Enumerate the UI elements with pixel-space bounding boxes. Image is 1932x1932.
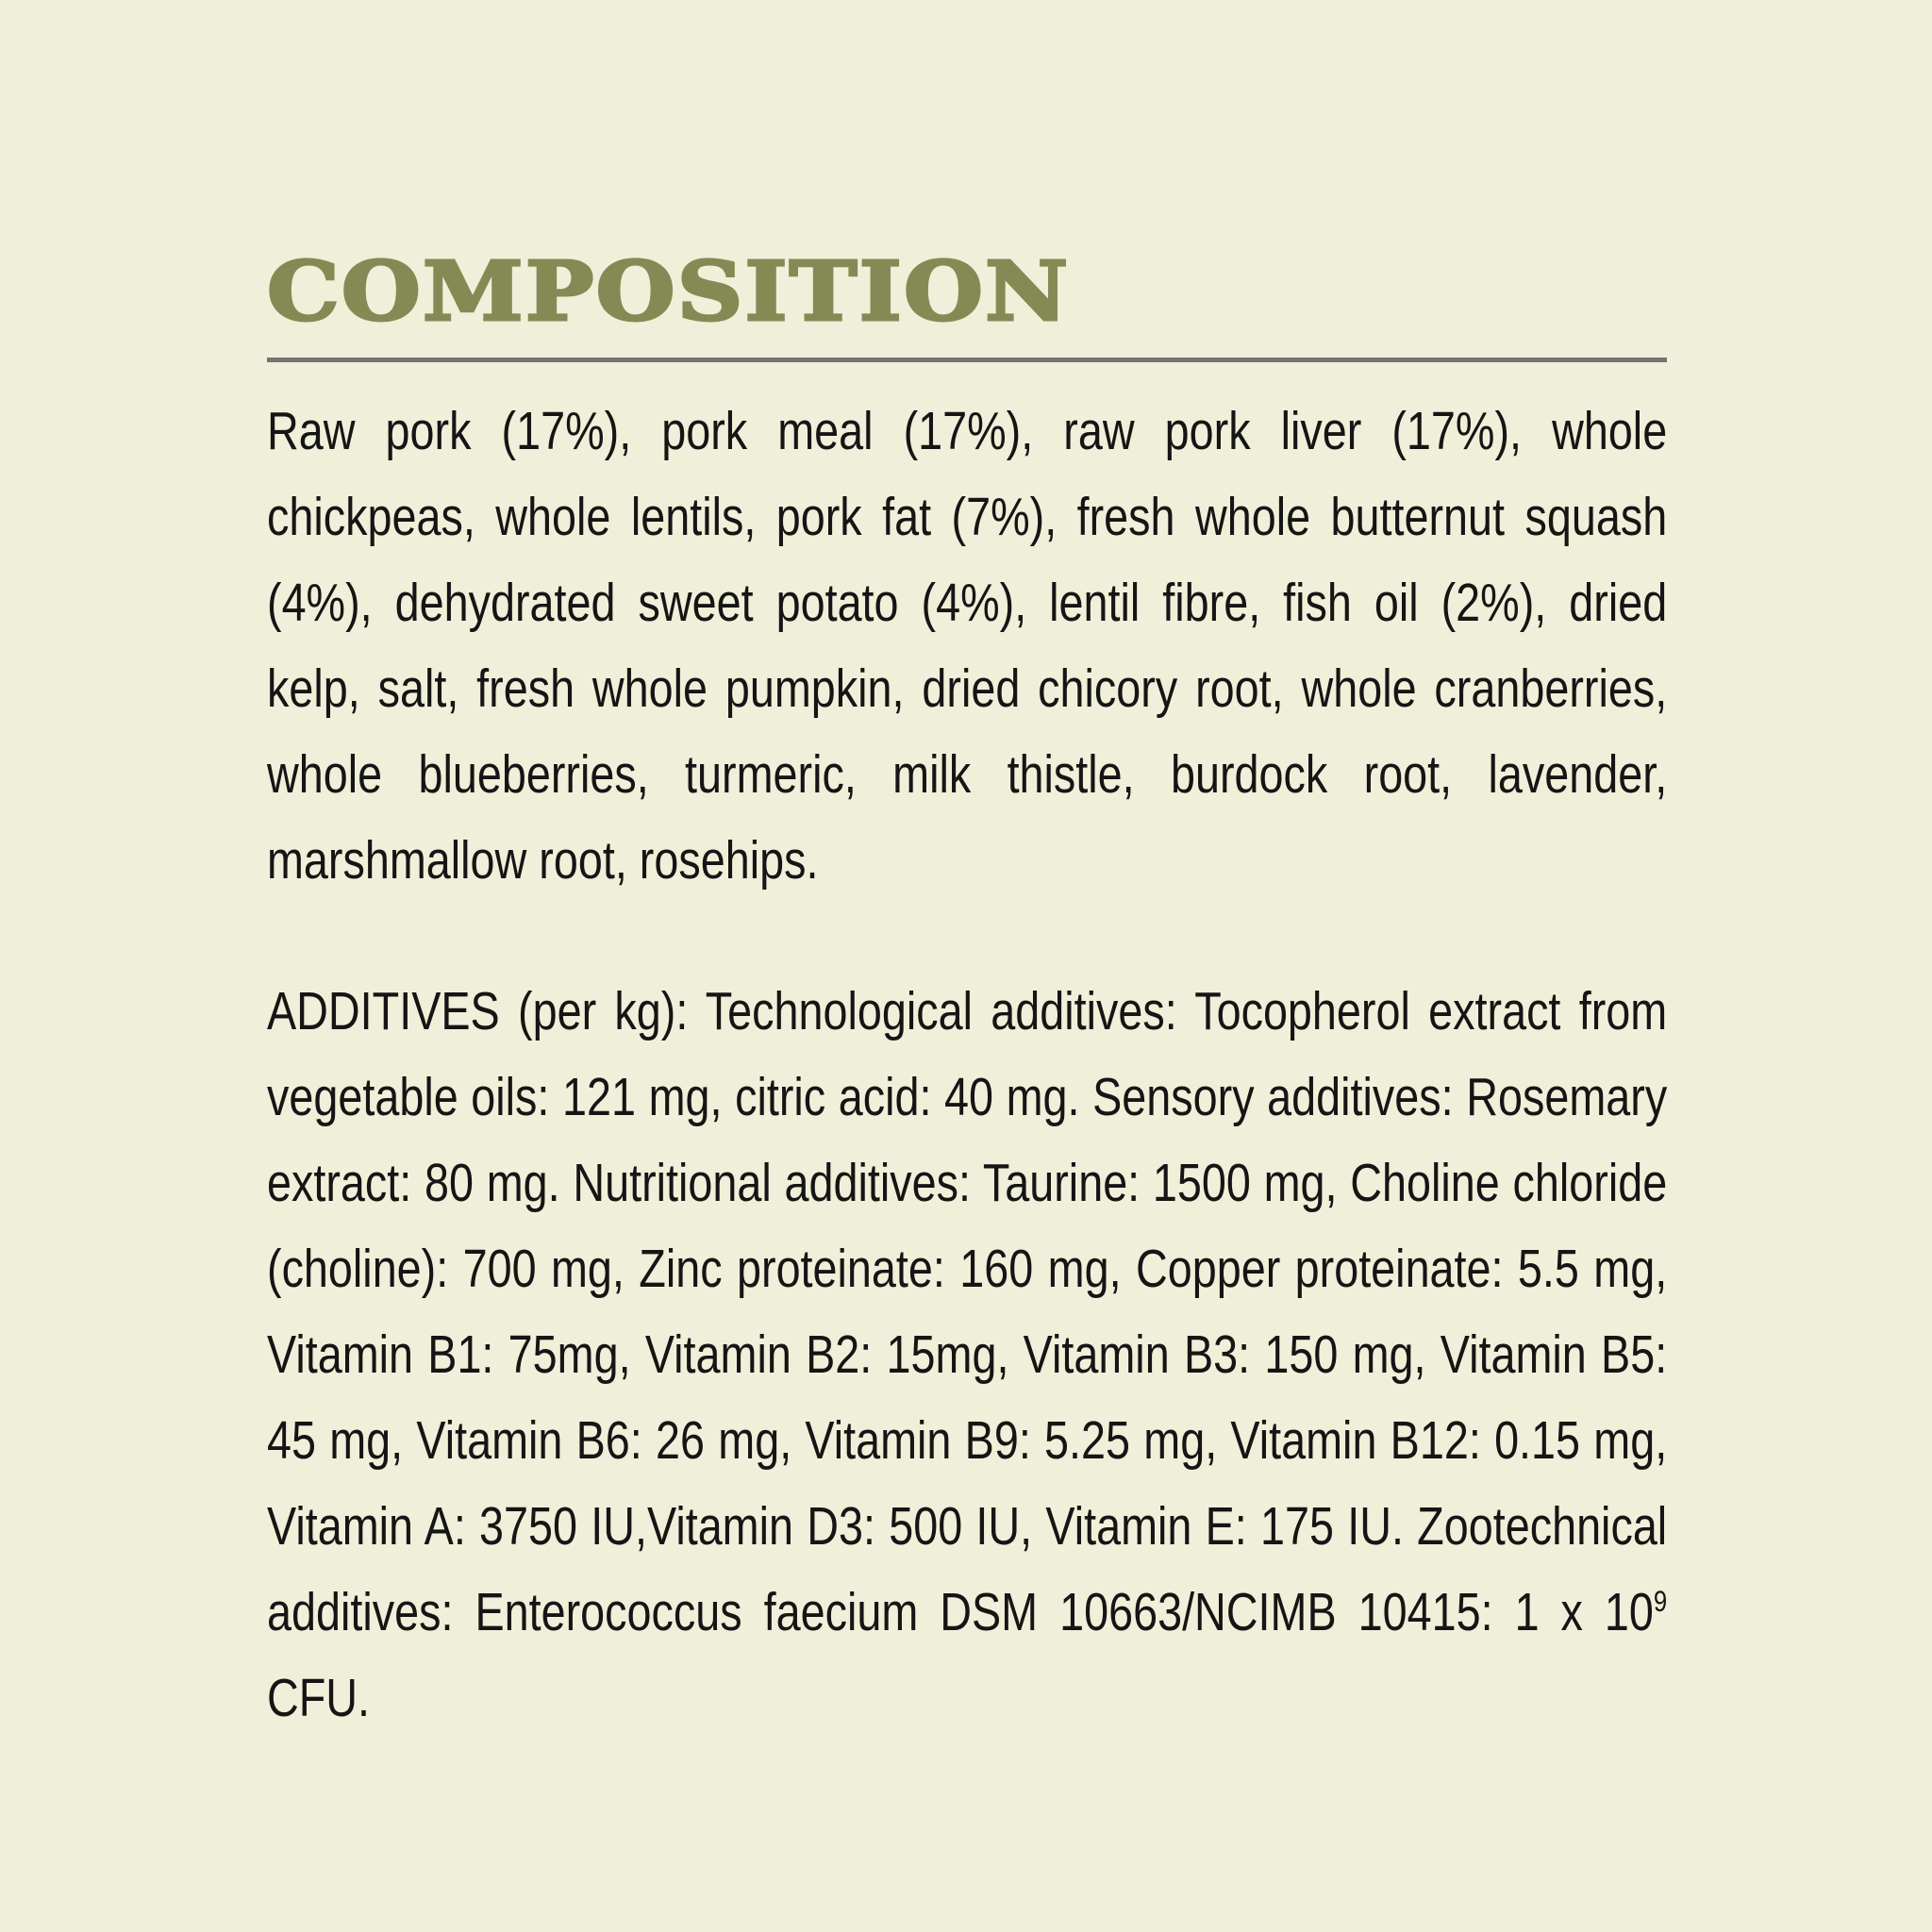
composition-panel bbox=[267, 244, 1668, 1728]
section-title: COMPOSITION bbox=[267, 244, 1071, 340]
additives-text-tail: CFU. bbox=[267, 1668, 371, 1728]
ingredients-paragraph bbox=[267, 389, 1667, 904]
ingredients-text: Raw pork (17%), pork meal (17%), raw pork liver (17%), whole chickpeas, whole lentils, pork fat (7%), fresh whole butternut squash (4%), dehydrated sweet potato (4%), lentil fibre, fish oil (2%), dried kelp, salt, fresh whole pumpkin, dried chicory root, whole cranberries, whole blueberries, turmeric, milk thistle, burdock root, lavender, marshmallow root, rosehips. bbox=[267, 401, 1668, 891]
additives-paragraph bbox=[267, 969, 1667, 1741]
cfu-exponent: 9 bbox=[1653, 1585, 1668, 1618]
title-divider bbox=[267, 358, 1667, 362]
additives-text: ADDITIVES (per kg): Technological additives: Tocopherol extract from vegetable oils: 121 mg, citric acid: 40 mg. Sensory additives: Rosemary extract: 80 mg. Nutritional additives: Taurine: 1500 mg, Choline chloride (choline): 700 mg, Zinc proteinate: 160 mg, Copper proteinate: 5.5 mg, Vitamin B1: 75mg, Vitamin B2: 15mg, Vitamin B3: 150 mg, Vitamin B5: 45 mg, Vitamin B6: 26 mg, Vitamin B9: 5.25 mg, Vitamin B12: 0.15 mg, Vitamin A: 3750 IU,Vitamin D3: 500 IU, Vitamin E: 175 IU. Zootechnical additives: Enterococcus faecium DSM 10663/NCIMB 10415: 1 x 10 bbox=[267, 981, 1668, 1642]
additives-text-wrapper bbox=[267, 969, 1667, 1741]
